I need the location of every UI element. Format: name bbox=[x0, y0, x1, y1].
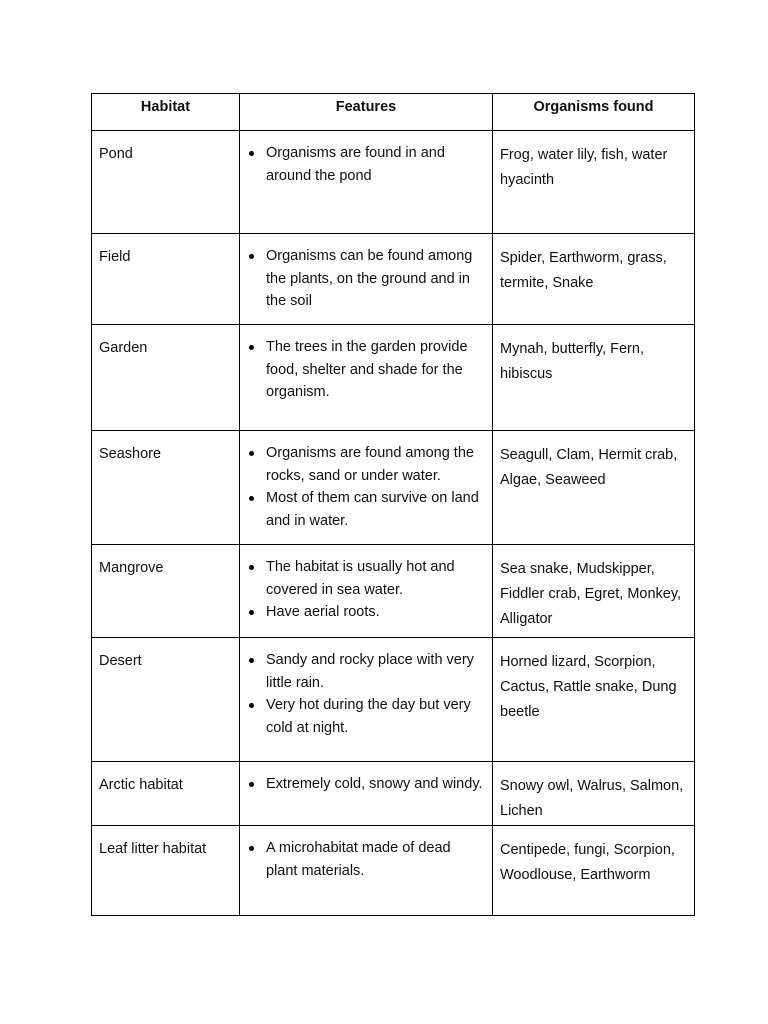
features-list bbox=[246, 773, 486, 796]
features-cell bbox=[240, 234, 493, 325]
habitat-cell: Arctic habitat bbox=[92, 762, 240, 826]
habitat-cell: Leaf litter habitat bbox=[92, 826, 240, 916]
features-list bbox=[246, 142, 486, 187]
header-features: Features bbox=[240, 94, 493, 131]
feature-item: Very hot during the day but very cold at night. bbox=[246, 694, 486, 739]
features-cell bbox=[240, 638, 493, 762]
feature-item: The habitat is usually hot and covered in sea water. bbox=[246, 556, 486, 601]
habitat-table bbox=[91, 93, 695, 916]
feature-item: Sandy and rocky place with very little rain. bbox=[246, 649, 486, 694]
features-cell bbox=[240, 131, 493, 234]
organisms-cell: Sea snake, Mudskipper, Fiddler crab, Egret, Monkey, Alligator bbox=[493, 545, 695, 638]
habitat-cell: Pond bbox=[92, 131, 240, 234]
table-row bbox=[92, 826, 695, 916]
feature-item: Organisms are found in and around the pond bbox=[246, 142, 486, 187]
header-habitat: Habitat bbox=[92, 94, 240, 131]
features-cell bbox=[240, 431, 493, 545]
feature-item: A microhabitat made of dead plant materials. bbox=[246, 837, 486, 882]
organisms-cell: Horned lizard, Scorpion, Cactus, Rattle snake, Dung beetle bbox=[493, 638, 695, 762]
features-cell bbox=[240, 325, 493, 431]
features-list bbox=[246, 556, 486, 624]
organisms-cell: Centipede, fungi, Scorpion, Woodlouse, Earthworm bbox=[493, 826, 695, 916]
table-row bbox=[92, 762, 695, 826]
feature-item: Extremely cold, snowy and windy. bbox=[246, 773, 486, 796]
features-list bbox=[246, 442, 486, 532]
table-row bbox=[92, 234, 695, 325]
habitat-cell: Mangrove bbox=[92, 545, 240, 638]
feature-item: Organisms can be found among the plants, on the ground and in the soil bbox=[246, 245, 486, 313]
features-cell bbox=[240, 826, 493, 916]
features-cell bbox=[240, 545, 493, 638]
features-list bbox=[246, 336, 486, 404]
organisms-cell: Mynah, butterfly, Fern, hibiscus bbox=[493, 325, 695, 431]
feature-item: Have aerial roots. bbox=[246, 601, 486, 624]
table-row bbox=[92, 325, 695, 431]
table-header-row bbox=[92, 94, 695, 131]
features-list bbox=[246, 245, 486, 313]
habitat-cell: Field bbox=[92, 234, 240, 325]
organisms-cell: Spider, Earthworm, grass, termite, Snake bbox=[493, 234, 695, 325]
features-list bbox=[246, 837, 486, 882]
organisms-cell: Seagull, Clam, Hermit crab, Algae, Seaweed bbox=[493, 431, 695, 545]
feature-item: Most of them can survive on land and in water. bbox=[246, 487, 486, 532]
features-cell bbox=[240, 762, 493, 826]
organisms-cell: Frog, water lily, fish, water hyacinth bbox=[493, 131, 695, 234]
habitat-cell: Seashore bbox=[92, 431, 240, 545]
table-row bbox=[92, 638, 695, 762]
features-list bbox=[246, 649, 486, 739]
table-row bbox=[92, 545, 695, 638]
table-row bbox=[92, 431, 695, 545]
table-row bbox=[92, 131, 695, 234]
organisms-cell: Snowy owl, Walrus, Salmon, Lichen bbox=[493, 762, 695, 826]
habitat-cell: Desert bbox=[92, 638, 240, 762]
feature-item: Organisms are found among the rocks, sand or under water. bbox=[246, 442, 486, 487]
habitat-cell: Garden bbox=[92, 325, 240, 431]
header-organisms: Organisms found bbox=[493, 94, 695, 131]
feature-item: The trees in the garden provide food, shelter and shade for the organism. bbox=[246, 336, 486, 404]
